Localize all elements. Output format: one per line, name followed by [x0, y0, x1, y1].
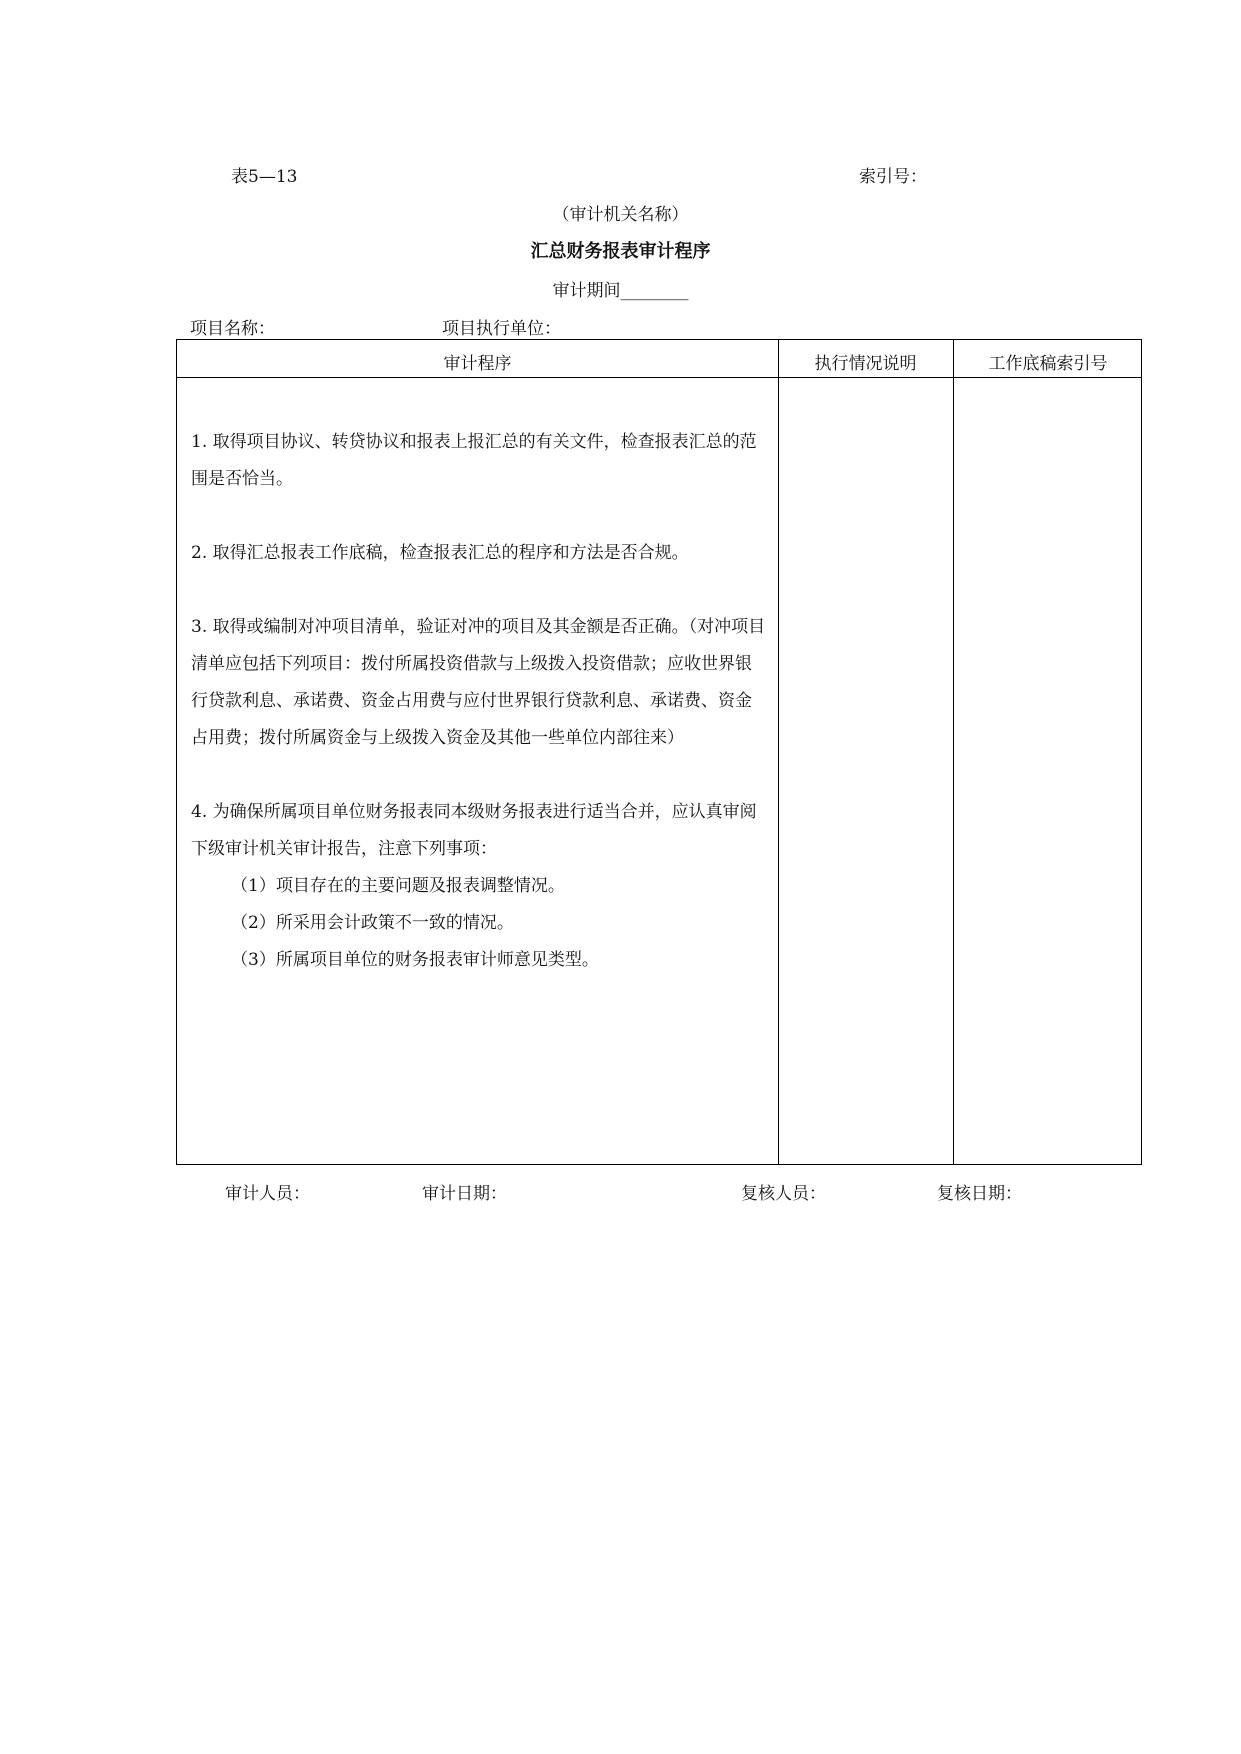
- sub-item-1: （1）项目存在的主要问题及报表调整情况。: [231, 876, 565, 896]
- column-divider: [953, 340, 954, 1164]
- sub-item-3: （3）所属项目单位的财务报表审计师意见类型。: [231, 950, 599, 970]
- column-header-workpaper-ref: 工作底稿索引号: [988, 354, 1108, 374]
- column-header-procedure: 审计程序: [443, 354, 512, 374]
- reviewer-label: 复核人员：: [741, 1184, 826, 1204]
- procedure-step-3: 3. 取得或编制对冲项目清单，验证对冲的项目及其金额是否正确。（对冲项目清单应包括下列项目：拨付所属投资借款与上级拨入投资借款；应收世界银行贷款利息、承诺费、资金占用费与应付世界银行贷款利息、承诺费、资金占用费；拨付所属资金与上级拨入资金及其他一些单位内部往来）: [191, 617, 766, 748]
- audit-period: 审计期间________: [552, 281, 689, 301]
- project-name-label: 项目名称：: [190, 319, 275, 339]
- column-header-execution: 执行情况说明: [814, 354, 917, 374]
- procedure-step-4: 4. 为确保所属项目单位财务报表同本级财务报表进行适当合并，应认真审阅下级审计机关审计报告，注意下列事项：: [191, 802, 757, 859]
- audit-procedure-table: [176, 339, 1142, 1165]
- sub-item-2: （2）所采用会计政策不一致的情况。: [231, 913, 514, 933]
- agency-name: （审计机关名称）: [552, 205, 689, 225]
- document-title: 汇总财务报表审计程序: [530, 241, 711, 262]
- procedure-step-1: 1. 取得项目协议、转贷协议和报表上报汇总的有关文件，检查报表汇总的范围是否恰当。: [191, 432, 757, 489]
- header-divider: [177, 377, 1141, 378]
- column-divider: [778, 340, 779, 1164]
- execution-unit-label: 项目执行单位：: [442, 319, 561, 339]
- procedure-list: [191, 424, 766, 979]
- review-date-label: 复核日期：: [937, 1184, 1022, 1204]
- table-number: 表5—13: [231, 167, 298, 187]
- index-number-label: 索引号：: [859, 167, 927, 187]
- audit-date-label: 审计日期：: [422, 1184, 507, 1204]
- procedure-step-2: 2. 取得汇总报表工作底稿，检查报表汇总的程序和方法是否合规。: [191, 543, 689, 563]
- auditor-label: 审计人员：: [225, 1184, 310, 1204]
- procedure-step-4-items: [191, 868, 766, 979]
